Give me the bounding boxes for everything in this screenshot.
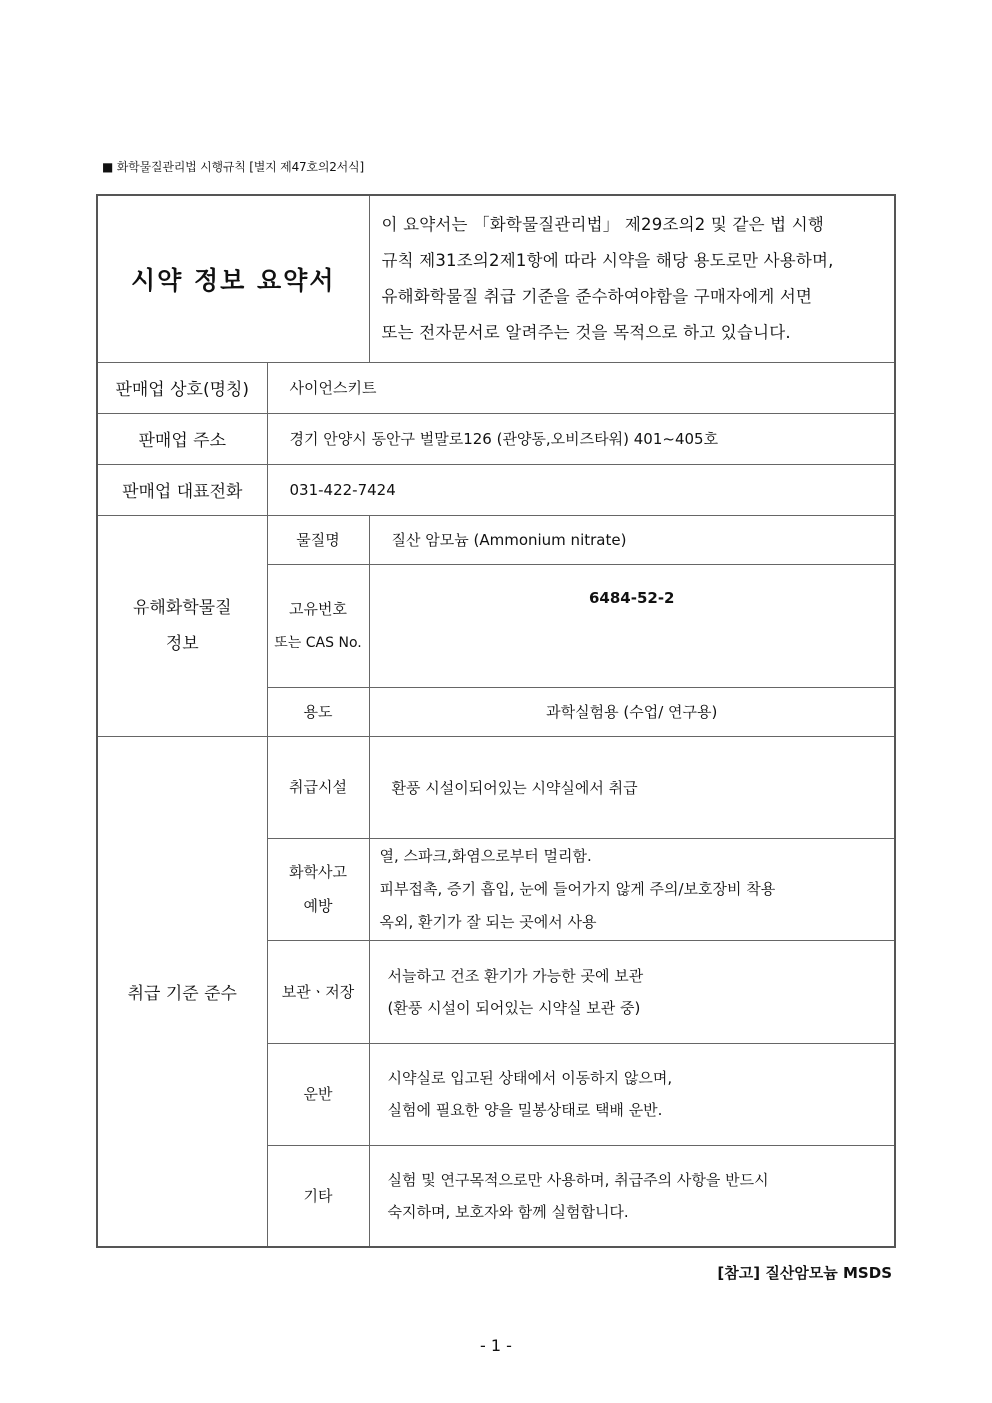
storage-line: 서늘하고 건조 환기가 가능한 곳에 보관 — [387, 966, 644, 985]
etc-value — [369, 1145, 895, 1247]
etc-line: 실험 및 연구목적으로만 사용하며, 취급주의 사항을 반드시 — [387, 1170, 769, 1189]
hazard-info-label-line: 유해화학물질 — [132, 597, 232, 618]
prevention-value — [369, 838, 895, 940]
seller-phone-row — [97, 464, 895, 515]
cas-label — [267, 564, 369, 687]
page-number: - 1 - — [480, 1336, 512, 1355]
cas-label-line: 또는 CAS No. — [274, 634, 362, 651]
reagent-summary-table — [96, 194, 896, 1248]
intro-line: 규칙 제31조의2제1항에 따라 시약을 해당 용도로만 사용하며, — [381, 250, 834, 270]
transport-line: 실험에 필요한 양을 밀봉상태로 택배 운반. — [387, 1101, 663, 1119]
prevention-label-line: 예방 — [303, 897, 333, 915]
substance-label: 물질명 — [267, 515, 369, 564]
etc-label: 기타 — [267, 1145, 369, 1247]
form-header-note: ■ 화학물질관리법 시행규칙 [별지 제47호의2서식] — [102, 160, 364, 174]
hazard-info-label — [97, 515, 267, 736]
seller-address-row — [97, 413, 895, 464]
cas-value: 6484-52-2 — [369, 564, 895, 687]
prevention-line: 피부접촉, 증기 흡입, 눈에 들어가지 않게 주의/보호장비 착용 — [379, 879, 776, 898]
title-row — [97, 195, 895, 362]
prevention-line: 열, 스파크,화염으로부터 멀리함. — [379, 846, 592, 865]
seller-name-row — [97, 362, 895, 413]
prevention-label — [267, 838, 369, 940]
document-title: 시약 정보 요약서 — [97, 195, 369, 362]
seller-name-label: 판매업 상호(명칭) — [97, 362, 267, 413]
storage-line: (환풍 시설이 되어있는 시약실 보관 중) — [387, 998, 641, 1017]
intro-text — [369, 195, 895, 362]
seller-phone-value: 031-422-7424 — [267, 464, 895, 515]
use-value: 과학실험용 (수업/ 연구용) — [369, 687, 895, 736]
transport-line: 시약실로 입고된 상태에서 이동하지 않으며, — [387, 1069, 673, 1087]
handling-label: 취급 기준 준수 — [97, 736, 267, 1247]
prevention-label-line: 화학사고 — [289, 863, 347, 881]
facility-value: 환풍 시설이되어있는 시약실에서 취급 — [369, 736, 895, 838]
hazard-info-label-line: 정보 — [165, 633, 199, 654]
facility-label: 취급시설 — [267, 736, 369, 838]
prevention-line: 옥외, 환기가 잘 되는 곳에서 사용 — [379, 912, 597, 931]
intro-line: 또는 전자문서로 알려주는 것을 목적으로 하고 있습니다. — [381, 322, 791, 342]
seller-address-value: 경기 안양시 동안구 벌말로126 (관양동,오비즈타워) 401~405호 — [267, 413, 895, 464]
transport-value — [369, 1043, 895, 1145]
seller-name-value: 사이언스키트 — [267, 362, 895, 413]
substance-row — [97, 515, 895, 564]
seller-address-label: 판매업 주소 — [97, 413, 267, 464]
storage-value — [369, 940, 895, 1043]
intro-line: 이 요약서는 「화학물질관리법」 제29조의2 및 같은 법 시행 — [381, 214, 825, 234]
intro-line: 유해화학물질 취급 기준을 준수하여야함을 구매자에게 서면 — [381, 286, 813, 306]
substance-value: 질산 암모늄 (Ammonium nitrate) — [369, 515, 895, 564]
use-label: 용도 — [267, 687, 369, 736]
reference-note: [참고] 질산암모늄 MSDS — [717, 1264, 892, 1282]
storage-label: 보관ㆍ저장 — [267, 940, 369, 1043]
facility-row — [97, 736, 895, 838]
seller-phone-label: 판매업 대표전화 — [97, 464, 267, 515]
cas-label-line: 고유번호 — [289, 599, 347, 618]
transport-label: 운반 — [267, 1043, 369, 1145]
etc-line: 숙지하며, 보호자와 함께 실험합니다. — [387, 1202, 629, 1221]
